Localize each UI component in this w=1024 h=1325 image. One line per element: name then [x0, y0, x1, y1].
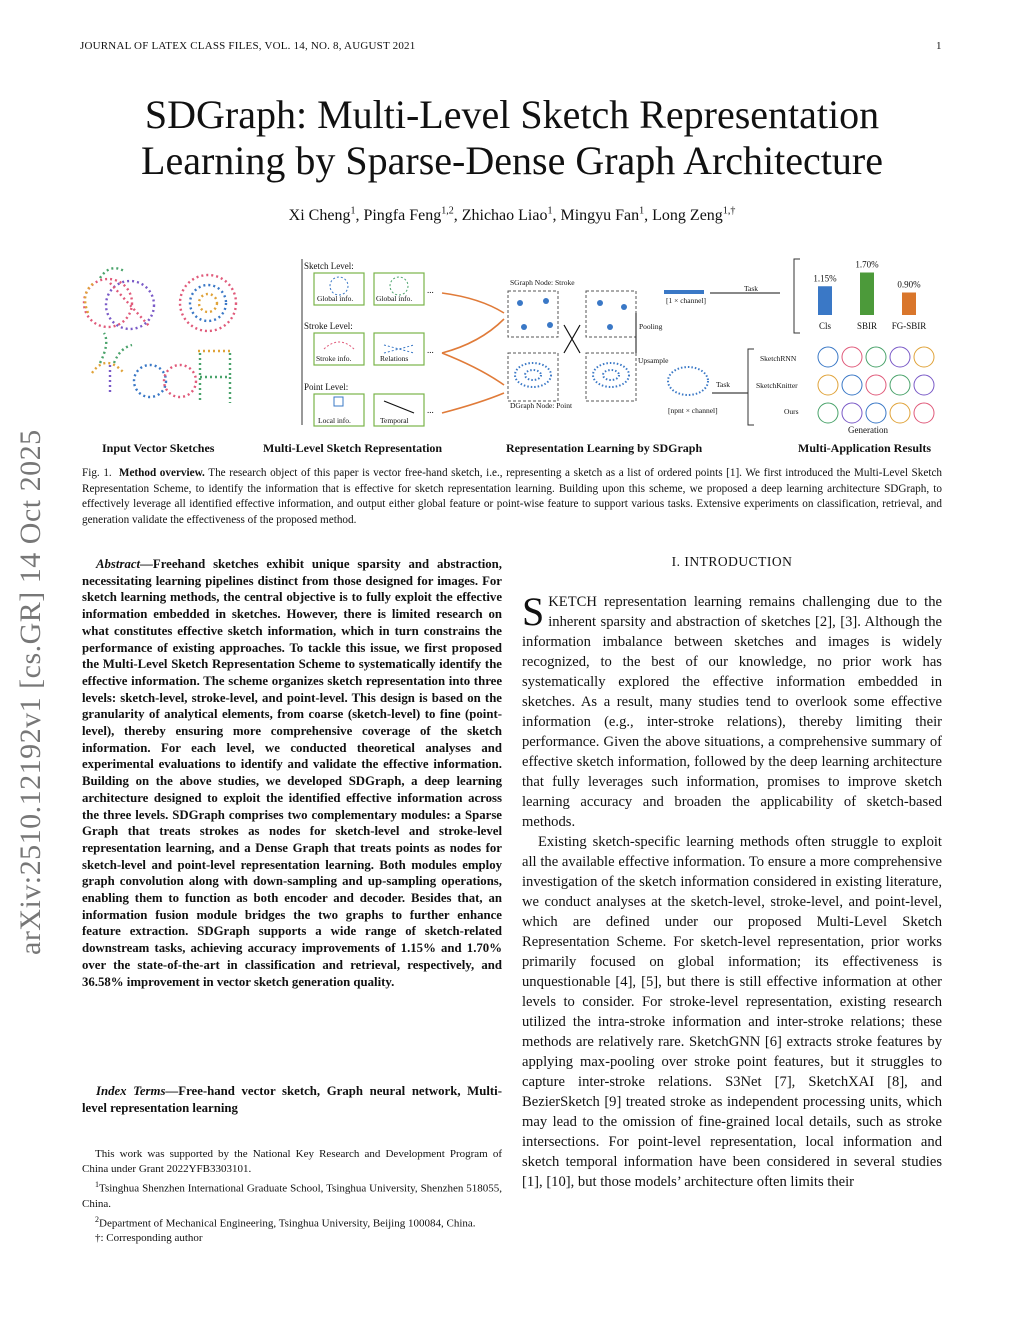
abstract-text: Freehand sketches exhibit unique sparsity and abstraction, necessitating learning pipelines distinct from those designed for images. For sketch learning methods, the central objective is to fully exploit the effective information embedded in sketches. However, there is limited research on what constitutes effective sketch information, which in turn constrains the performance of existing approaches. To tackle this issue, we first proposed the Multi-Level Sketch Representation Scheme to systematically identify the effective information. The scheme organizes sketch representation into three levels: sketch-level, stroke-level, and point-level. This design is based on the granularity of analytical elements, from coarse (sketch-level) to fine (point-level), thereby ensuring more comprehensive coverage of the sketch information. For each level, we conducted theoretical analyses and experimental evaluations to identify and validate the effective information. Building on the above studies, we developed SDGraph, a deep learning architecture designed to exploit the identified effective information across the three levels. SDGraph comprises two complementary modules: a Sparse Graph that treats strokes as nodes for sketch-level and stroke-level representation learning, and a Dense Graph that treats points as nodes for sketch-level and point-level representation learning. Both modules employ graph convolution along with down-sampling and up-sampling operations, enabling them to function as both encoder and decoder. Besides that, an information fusion module bridges the two graphs to further enhance feature extraction. SDGraph supports a wide range of sketch-related downstream tasks, achieving accuracy improvements of 1.15% and 1.70% over the state-of-the-art in classification and retrieval, respectively, and 36.58% improvement in vector sketch generation quality.: [82, 557, 502, 989]
figure-canvas: [80, 253, 944, 455]
bar-cls: [818, 286, 832, 315]
author: Pingfa Feng$^{1,2}$,: [363, 206, 462, 225]
sketch-chair-icon: [198, 351, 232, 403]
intro-paragraph-1: SKETCH representation learning remains challenging due to the inherent sparsity and abstraction of sketches [2], [3]. Although the information imbalance between sketches and images is widely recognized, to the best of our knowledge, no prior work has systematically explored the effective information embedded in sketches. As a result, many studies tend to overlook some effective information (e.g., inter-stroke relations), thereby limiting their performance. Given the above situations, a comprehensive summary of effective sketch information, followed by the deep learning architecture that fully leverages such information, promises to improve sketch learning accuracy and broaden the applicability of sketch-based methods.: [522, 589, 942, 830]
abstract-label: Abstract—: [96, 557, 153, 571]
paper-title: [80, 92, 944, 184]
gen-label-ours: Ours: [784, 407, 799, 416]
caption-label: Fig. 1.: [82, 467, 112, 479]
author: Mingyu Fan$^1$,: [560, 206, 653, 225]
bar-category-label: SBIR: [856, 321, 878, 331]
mini-sketch-icon: [390, 277, 408, 295]
index-terms-label: Index Terms—: [96, 1084, 179, 1098]
arxiv-stamp[interactable]: arXiv:2510.12192v1 [cs.GR] 14 Oct 2025: [14, 429, 47, 955]
sgraph-nodes: [517, 298, 627, 330]
running-head: JOURNAL OF LATEX CLASS FILES, VOL. 14, NO. 8, AUGUST 2021: [80, 40, 416, 52]
ellipsis: ...: [427, 405, 434, 415]
index-terms: [82, 1083, 502, 1116]
figure-caption: [82, 466, 942, 528]
bar-value-label: 1.70%: [855, 259, 879, 270]
point-feature-label: [npnt × channel]: [668, 406, 718, 415]
fusion-arrows: [442, 293, 504, 413]
stroke-level-label: Stroke Level:: [304, 321, 353, 331]
global-feature-bar: [664, 290, 704, 294]
sgraph-box: [508, 291, 558, 337]
input-sketch-thumbnails: [84, 268, 236, 403]
dgraph-box-2: [586, 353, 636, 401]
footnotes: [82, 1147, 502, 1246]
title-line-1: SDGraph: Multi-Level Sketch Representation: [144, 92, 880, 137]
multi-level-panel: [302, 259, 434, 426]
sketch-bicycle-icon: [134, 365, 196, 397]
global-info-label: Global info.: [317, 294, 354, 303]
mini-sketch-icon: [330, 277, 348, 295]
bar-value-label: 1.15%: [813, 273, 837, 284]
caption-bold: Method overview.: [118, 467, 205, 479]
task-label-2: Task: [716, 380, 731, 389]
gen-label-sketchknitter: SketchKnitter: [756, 381, 798, 390]
generation-label: Generation: [848, 425, 888, 435]
bar-fg-sbir: [902, 293, 916, 316]
drop-cap: S: [522, 589, 545, 634]
section-label-input: Input Vector Sketches: [102, 441, 215, 455]
abstract: [82, 556, 502, 990]
footnote-affiliation-1: $^1$Tsinghua Shenzhen International Graduate School, Tsinghua University, Shenzhen 518055, China.: [82, 1180, 502, 1210]
upsample-label: Upsample: [638, 356, 669, 365]
gen-label-sketchrnn: SketchRNN: [760, 354, 797, 363]
point-feature-sketch-icon: [668, 367, 708, 395]
intro-paragraph-2: Existing sketch-specific learning methods often struggle to exploit all the available effective information. To ensure a more comprehensive investigation of the sketch information considered in existing literature, we conduct analyses at the sketch-level, stroke-level, and point-level, which are defined under our proposed Multi-Level Sketch Representation Scheme. For sketch-level representation, prior works primarily focused on global information; its effectiveness is unquestionable [4], [5], but there is still effective information at other levels to consider. For stroke-level representation, existing research utilized the intra-stroke information and inter-stroke relations; these methods are relatively rare. SketchGNN [6] extracts stroke features by applying max-pooling over stroke point features, but it struggles to capture inter-stroke relations. S3Net [7], SketchXAI [8], and BezierSketch [9] treated stroke as independent processing units, which may lead to the omission of fine-grained local details, such as stroke intersections. For point-level representation, local information and sketch temporal information have been considered in several studies [1], [10], but those models’ architecture often limits their: [522, 834, 942, 1190]
section-heading-introduction: I. INTRODUCTION: [671, 554, 793, 569]
bar-category-label: FG-SBIR: [891, 321, 927, 331]
section-label-multilevel: Multi-Level Sketch Representation: [263, 441, 443, 455]
title-line-2: Learning by Sparse-Dense Graph Architecture: [141, 138, 883, 183]
local-info-label: Local info.: [318, 416, 351, 425]
point-level-label: Point Level:: [304, 382, 349, 392]
index-terms-text: Free-hand vector sketch, Graph neural network, Multi-level representation learning: [82, 1084, 502, 1115]
sketch-ring-icon: [180, 275, 236, 331]
mini-relation-icon: [384, 345, 414, 353]
pooling-label: Pooling: [639, 322, 663, 331]
mini-stroke-icon: [324, 342, 354, 349]
section-label-results: Multi-Application Results: [798, 441, 932, 455]
stroke-info-label: Stroke info.: [316, 354, 352, 363]
author: Xi Cheng$^1$,: [288, 206, 364, 225]
local-window-icon: [334, 397, 343, 406]
footnote-corresponding: †: Corresponding author: [95, 1232, 203, 1245]
relations-label: Relations: [380, 354, 409, 363]
section-label-sdgraph: Representation Learning by SDGraph: [506, 441, 703, 455]
caption-text: The research object of this paper is vector free-hand sketch, i.e., representing a sketch as a list of ordered points [1]. We first introduced the Multi-Level Sketch Representation Scheme, to identify the information that is effective for sketch representation learning. Building upon this scheme, we proposed a deep learning architecture SDGraph, to effectively leverage all identified effective information, and output either global feature or point-wise feature to support various tasks. Extensive experiments on classification, retrieval, and generation validate the effectiveness of the proposed method.: [82, 467, 943, 526]
dgraph-points: [515, 363, 629, 387]
sgraph-node-label: SGraph Node: Stroke: [510, 278, 575, 287]
generated-sketch-samples: [818, 347, 934, 423]
global-info-label-2: Global info.: [376, 294, 413, 303]
improvement-bar-chart: [813, 260, 926, 332]
dgraph-node-label: DGraph Node: Point: [510, 401, 573, 410]
temporal-label: Temporal: [380, 416, 409, 425]
sketch-pie-icon: [106, 281, 154, 329]
sketch-plant-icon: [92, 333, 132, 393]
temporal-arrow-icon: [384, 401, 414, 413]
sgraph-box-2: [586, 291, 636, 337]
results-panel: [748, 259, 934, 435]
cross-fusion-icon: [564, 325, 580, 353]
sdgraph-panel: [508, 278, 780, 415]
author: Long Zeng$^{1,\dagger}$: [652, 206, 736, 225]
author-list: [80, 206, 944, 225]
bar-sbir: [860, 273, 874, 316]
bar-value-label: 0.90%: [897, 279, 921, 290]
introduction-body: [522, 589, 942, 1192]
method-overview-figure: [80, 253, 944, 455]
global-feature-label: [1 × channel]: [666, 296, 707, 305]
author: Zhichao Liao$^1$,: [461, 206, 561, 225]
bar-category-label: Cls: [818, 321, 832, 331]
page-number: 1: [936, 40, 942, 52]
footnote-affiliation-2: $^2$Department of Mechanical Engineering, Tsinghua University, Beijing 100084, China.: [95, 1214, 476, 1230]
task-label-1: Task: [744, 284, 759, 293]
footnote-funding: This work was supported by the National Key Research and Development Program of China under Grant 2022YFB3303101.: [82, 1148, 502, 1175]
ellipsis: ...: [427, 285, 434, 295]
sketch-level-label: Sketch Level:: [304, 261, 354, 271]
ellipsis: ...: [427, 345, 434, 355]
dgraph-box: [508, 353, 558, 401]
